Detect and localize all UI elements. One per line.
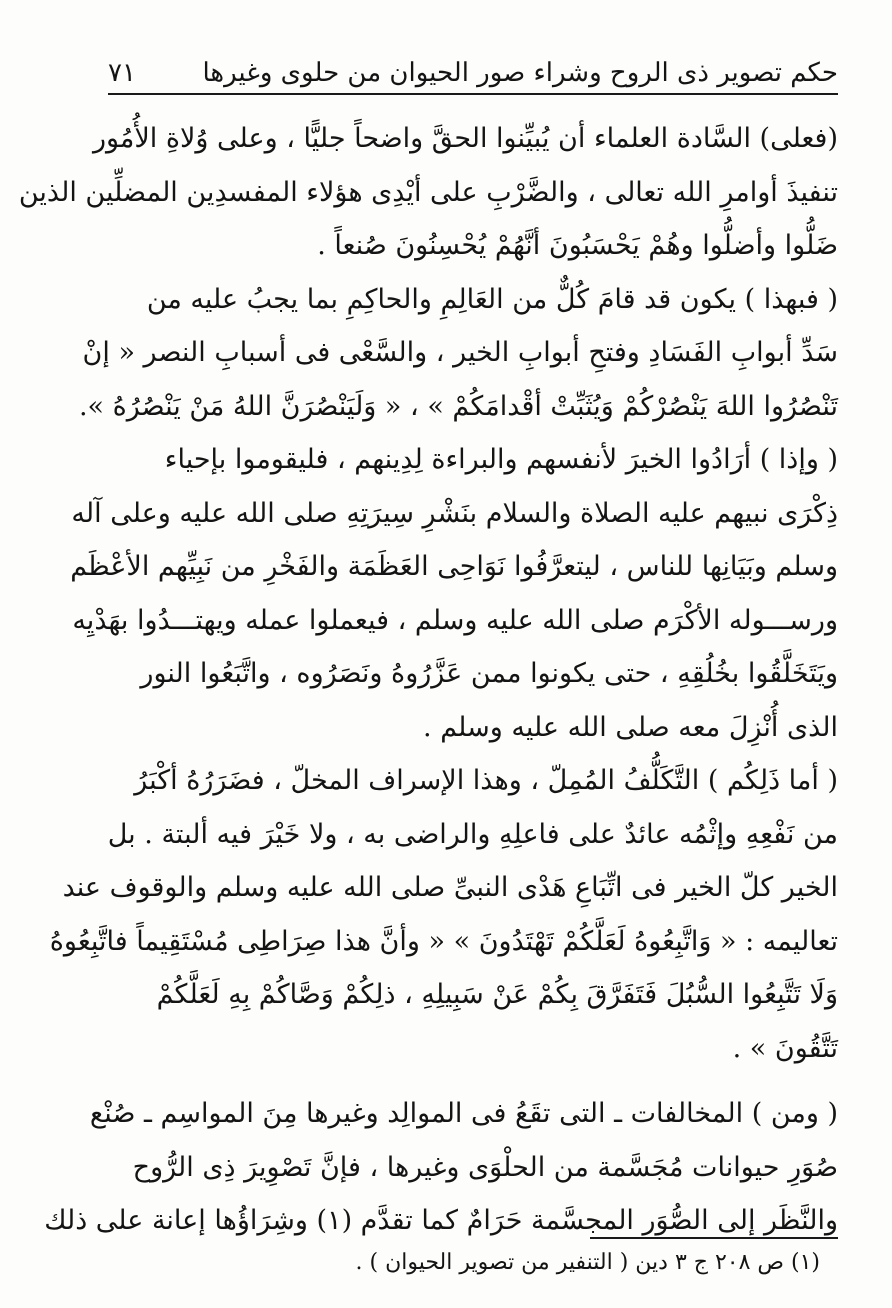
text-line: ( وإذا ) أرَادُوا الخيرَ لأنفسهم والبراءة لِدِينهم ، فليقوموا بإحياء (164, 444, 838, 475)
footnote-rule (590, 1237, 838, 1239)
header-rule (108, 93, 838, 95)
text-line: من نَفْعِهِ وإثْمُه عائدٌ على فاعلِهِ والراضى به ، ولا خَيْرَ فيه ألبتة . بل (107, 818, 838, 850)
paragraph-gap (118, 1075, 838, 1087)
text-line: تعاليمه : « وَاتَّبِعُوهُ لَعَلَّكُمْ تَهْتَدُونَ » « وأنَّ هذا صِرَاطِى مُسْتَقِيماً فاتَّبِعُوهُ (49, 925, 838, 957)
page-number: ٧١ (108, 58, 136, 88)
text-line: ذِكْرَى نبيهم عليه الصلاة والسلام بنَشْرِ سِيرَتِهِ صلى الله عليه وعلى آله (71, 497, 838, 529)
body-text (18, 112, 838, 1248)
text-line: ضَلُّوا وأضلُّوا وهُمْ يَحْسَبُونَ أنَّهُمْ يُحْسِنُونَ صُنعاً . (317, 230, 838, 261)
text-line: صُوَرِ حيوانات مُجَسَّمة من الحلْوَى وغيرها ، فإنَّ تَصْوِيرَ ذِى الرُّوح (132, 1151, 838, 1183)
text-line: وَلَا تَتَّبِعُوا السُّبُلَ فَتَفَرَّقَ بِكُمْ عَنْ سَبِيلِهِ ، ذلِكُمْ وَصَّاكُمْ بِهِ لَعَلَّكُمْ (156, 979, 838, 1010)
text-line: ( ومن ) المخالفات ـ التى تقَعُ فى الموالِد وغيرها مِنَ المواسِم ـ صُنْع (89, 1098, 838, 1129)
text-line: تَنْصُرُوا اللهَ يَنْصُرْكُمْ وَيُثَبِّتْ أقْدامَكُمْ » ، « وَلَيَنْصُرَنَّ اللهُ مَنْ يَنْصُرُهُ ». (78, 390, 838, 422)
text-line: ورســـوله الأكْرَم صلى الله عليه وسلم ، فيعملوا عمله ويهتـــدُوا بهَدْيِه (72, 604, 838, 636)
text-line: ( أما ذَلِكُم ) التَّكَلُّفُ المُمِلّ ، وهذا الإسراف المخلّ ، فضَرَرُهُ أكْبَرُ (134, 765, 838, 796)
text-line: الذى أُنْزِلَ معه صلى الله عليه وسلم . (423, 711, 838, 743)
text-line: تنفيذَ أوامرِ الله تعالى ، والضَّرْبِ على أيْدِى هؤلاء المفسدِين المضلِّين الذين (18, 176, 838, 208)
text-line: الخير كلّ الخير فى اتِّبَاعِ هَدْى النبىِّ صلى الله عليه وسلم والوقوف عند (62, 872, 838, 903)
page-header (108, 46, 838, 90)
text-line: ويَتَخَلَّقُوا بخُلُقِهِ ، حتى يكونوا ممن عَزَّرُوهُ ونَصَرُوه ، واتَّبَعُوا النور (140, 658, 838, 689)
running-title: حكم تصوير ذى الروح وشراء صور الحيوان من حلوى وغيرها (202, 58, 838, 88)
text-line: وسلم وبَيَانِها للناس ، ليتعرَّفُوا نَوَاحِى العَظَمَة والفَخْرِ من نَبِيِّهم الأعْظَم (70, 551, 838, 582)
text-line: (فعلى) السَّادة العلماء أن يُبيِّنوا الحقَّ واضحاً جليًّا ، وعلى وُلاةِ الأُمُور (92, 123, 838, 154)
text-line: تَتَّقُونَ » . (732, 1032, 838, 1064)
text-line: والنَّظَر إلى الصُّوَر المجسَّمة حَرَامٌ كما تقدَّم (١) وشِرَاؤُها إعانة على ذلك (44, 1205, 838, 1236)
footnote: (١) ص ٢٠٨ ج ٣ دين ( التنفير من تصوير الحيوان ) . (355, 1250, 820, 1275)
text-line: ( فبهذا ) يكون قد قامَ كُلٌّ من العَالِمِ والحاكِمِ بما يجبُ عليه من (146, 283, 838, 315)
text-line: سَدِّ أبوابِ الفَسَادِ وفتحِ أبوابِ الخير ، والسَّعْى فى أسبابِ النصر « إنْ (82, 337, 838, 368)
